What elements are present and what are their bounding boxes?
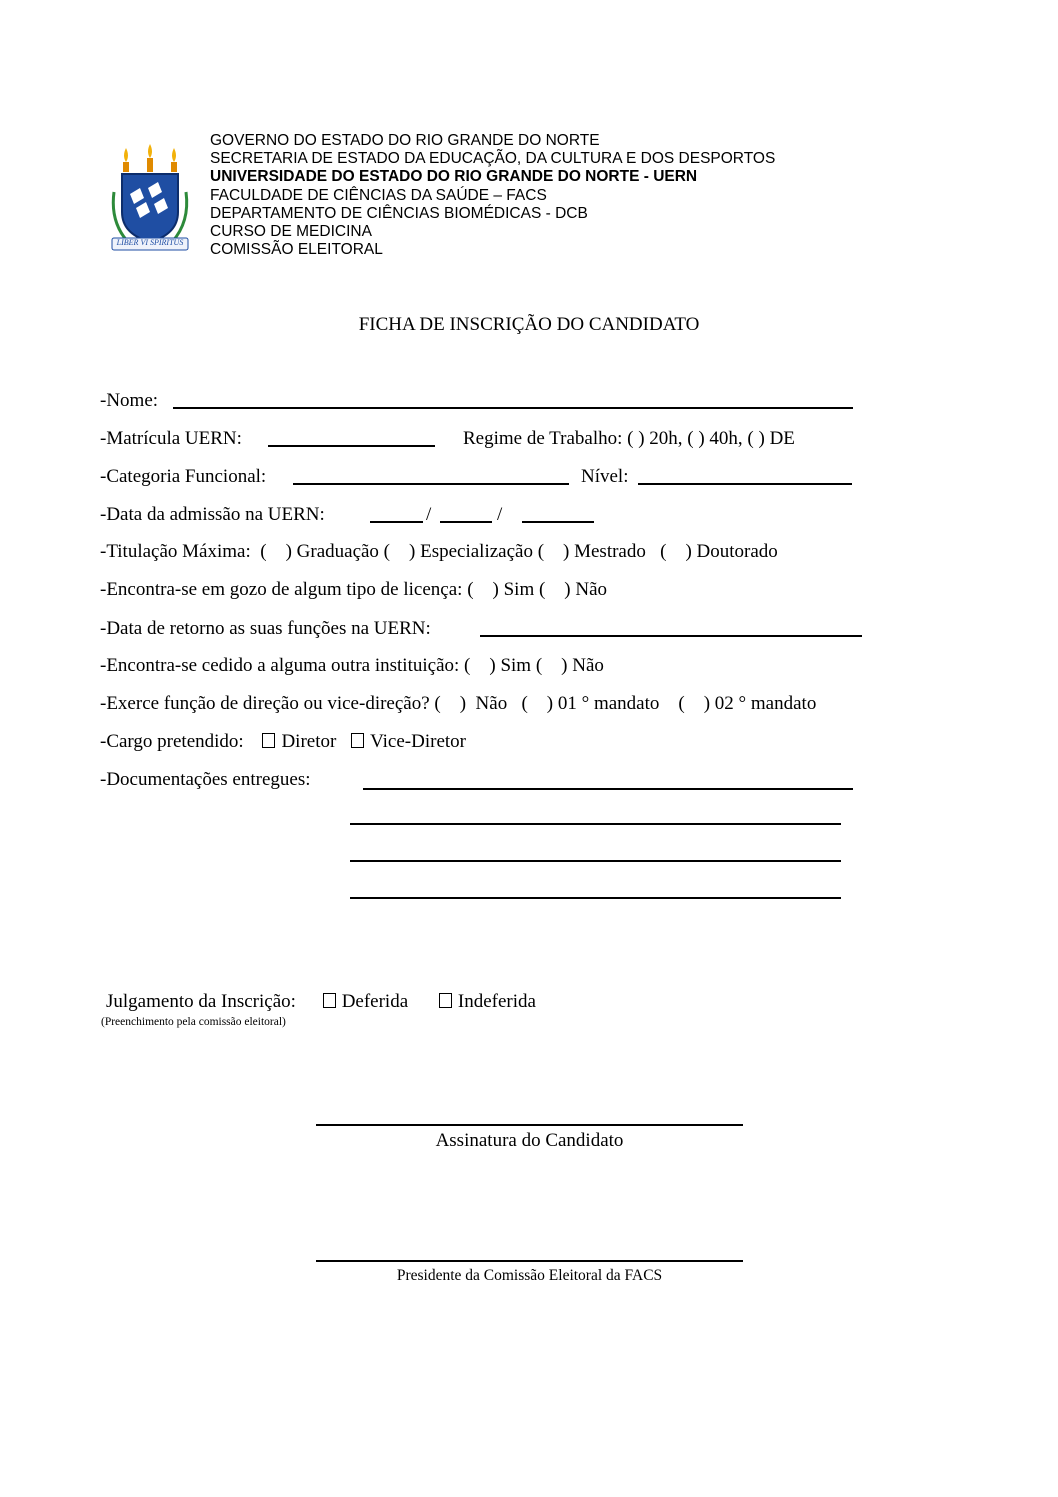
header-line: FACULDADE DE CIÊNCIAS DA SAÚDE – FACS [210, 186, 547, 204]
cedido-options[interactable]: -Encontra-se cedido a alguma outra instituição: ( ) Sim ( ) Não [100, 655, 604, 676]
date-separator: / [426, 504, 432, 525]
form-title: FICHA DE INSCRIÇÃO DO CANDIDATO [358, 314, 700, 335]
matricula-field[interactable] [268, 445, 435, 447]
logo-motto: LIBER VI SPIRITUS [116, 238, 184, 247]
header-line: DEPARTAMENTO DE CIÊNCIAS BIOMÉDICAS - DCB [210, 204, 588, 222]
titulacao-options[interactable]: -Titulação Máxima: ( ) Graduação ( ) Especialização ( ) Mestrado ( ) Doutorado [100, 541, 778, 562]
checkbox-icon[interactable] [323, 993, 336, 1008]
header-line: GOVERNO DO ESTADO DO RIO GRANDE DO NORTE [210, 132, 600, 149]
shield-icon [122, 174, 178, 242]
torch-icon [123, 144, 177, 172]
cargo-option-vice-diretor[interactable]: Vice-Diretor [351, 731, 466, 752]
header-line-university: UNIVERSIDADE DO ESTADO DO RIO GRANDE DO NORTE - UERN [210, 168, 698, 186]
documentacoes-label: -Documentações entregues: [100, 769, 311, 790]
julgamento-note: (Preenchimento pela comissão eleitoral) [101, 1016, 286, 1028]
categoria-label: -Categoria Funcional: [100, 466, 267, 487]
cargo-row [100, 731, 466, 753]
nivel-label: Nível: [581, 466, 629, 487]
julgamento-row [106, 991, 536, 1013]
documentacoes-field-4[interactable] [350, 897, 841, 899]
data-admissao-day[interactable] [370, 521, 423, 523]
assinatura-candidato-line[interactable] [316, 1124, 743, 1126]
categoria-field[interactable] [293, 483, 569, 485]
assinatura-presidente-line[interactable] [316, 1260, 743, 1262]
header-line: SECRETARIA DE ESTADO DA EDUCAÇÃO, DA CULTURA E DOS DESPORTOS [210, 150, 776, 168]
cargo-option-diretor[interactable]: Diretor [262, 731, 336, 752]
nome-label: -Nome: [100, 390, 159, 411]
documentacoes-field-1[interactable] [363, 788, 853, 790]
regime-trabalho-options[interactable]: Regime de Trabalho: ( ) 20h, ( ) 40h, ( ) DE [463, 428, 795, 449]
institution-header [210, 132, 775, 259]
direcao-options[interactable]: -Exerce função de direção ou vice-direção? ( ) Não ( ) 01 ° mandato ( ) 02 ° mandato [100, 693, 817, 714]
nome-field[interactable] [173, 407, 853, 409]
julgamento-label: Julgamento da Inscrição: [106, 991, 296, 1012]
licenca-options[interactable]: -Encontra-se em gozo de algum tipo de licença: ( ) Sim ( ) Não [100, 579, 608, 600]
data-admissao-year[interactable] [522, 521, 594, 523]
assinatura-presidente-label: Presidente da Comissão Eleitoral da FACS [396, 1267, 663, 1284]
data-retorno-field[interactable] [480, 635, 862, 637]
header-line: COMISSÃO ELEITORAL [210, 241, 383, 259]
header-line: CURSO DE MEDICINA [210, 223, 372, 241]
matricula-label: -Matrícula UERN: [100, 428, 242, 449]
julgamento-option-deferida[interactable]: Deferida [323, 991, 408, 1012]
assinatura-candidato-label: Assinatura do Candidato [435, 1130, 624, 1151]
julgamento-option-indeferida[interactable]: Indeferida [439, 991, 536, 1012]
documentacoes-field-3[interactable] [350, 860, 841, 862]
checkbox-icon[interactable] [439, 993, 452, 1008]
data-retorno-label: -Data de retorno as suas funções na UERN: [100, 618, 431, 639]
data-admissao-month[interactable] [440, 521, 492, 523]
cargo-label: -Cargo pretendido: [100, 731, 244, 752]
checkbox-icon[interactable] [262, 733, 275, 748]
checkbox-icon[interactable] [351, 733, 364, 748]
documentacoes-field-2[interactable] [350, 823, 841, 825]
data-admissao-label: -Data da admissão na UERN: [100, 504, 325, 525]
nivel-field[interactable] [638, 483, 852, 485]
date-separator: / [497, 504, 503, 525]
